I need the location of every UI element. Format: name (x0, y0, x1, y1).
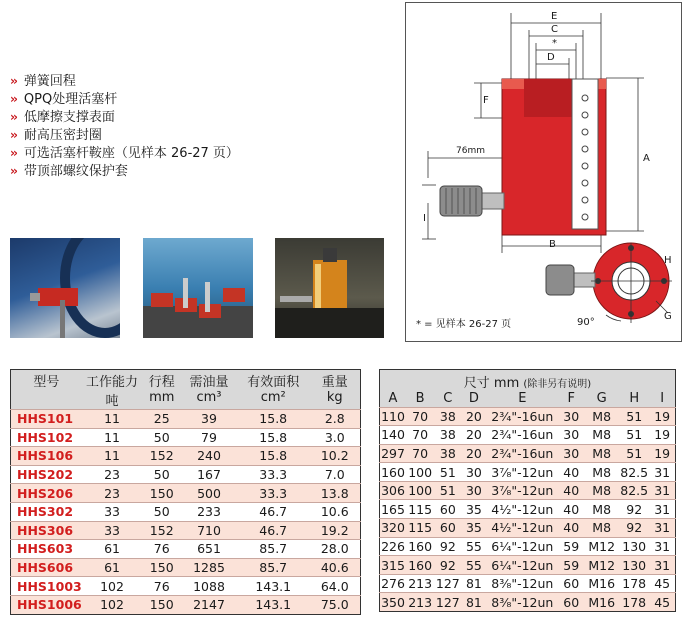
table-cell: 38 (434, 407, 461, 426)
table-cell: 110 (381, 408, 405, 424)
model-cell: HHS302 (11, 502, 82, 521)
table-cell: 51 (434, 481, 461, 500)
table-cell: 60 (558, 574, 584, 593)
dimension-table-body (380, 407, 676, 612)
feature-item: ›› QPQ处理活塞杆 (10, 92, 118, 107)
table-cell: M8 (584, 426, 619, 445)
table-cell: 38 (434, 426, 461, 445)
dim-label-star: * (552, 38, 557, 49)
table-cell: 33 (82, 521, 143, 540)
table-cell: 178 (619, 574, 649, 593)
table-cell: 82.5 (620, 483, 649, 499)
col-header-i: I (649, 391, 675, 407)
table-cell: 92 (434, 556, 461, 575)
table-cell: 102 (82, 577, 143, 596)
table-cell: 40 (558, 481, 584, 500)
table-cell: 51 (434, 463, 461, 482)
table-cell: 19 (649, 426, 675, 445)
spec-table-body (11, 410, 361, 615)
table-row (11, 521, 361, 540)
table-cell: 3⁷⁄₈"-12un (486, 463, 558, 482)
dimension-title: 尺寸 mm (463, 376, 520, 391)
table-cell: 61 (82, 540, 143, 559)
table-cell: 79 (181, 428, 237, 447)
table-cell: 143.1 (237, 595, 310, 614)
table-cell: 85.7 (237, 540, 310, 559)
table-cell: 150 (142, 484, 181, 503)
model-cell: HHS206 (11, 484, 82, 503)
col-header-oil: 需油量 (181, 370, 237, 391)
table-cell: 33 (82, 502, 143, 521)
table-cell: 10.2 (310, 447, 361, 466)
table-cell: 35 (461, 519, 486, 538)
table-cell: 40 (558, 519, 584, 538)
cylinder-on-machine-image (275, 238, 384, 338)
table-cell: 23 (82, 484, 143, 503)
table-cell: 350 (381, 594, 405, 610)
table-row (380, 556, 676, 575)
table-cell: 55 (461, 537, 486, 556)
table-cell: 127 (435, 594, 460, 610)
col-header-weight: 重量 (310, 370, 361, 391)
table-row (380, 481, 676, 500)
table-cell: 165 (381, 501, 405, 517)
col-unit: 吨 (82, 390, 143, 410)
table-cell: 61 (82, 558, 143, 577)
table-cell: 100 (406, 463, 434, 482)
col-unit (11, 390, 82, 410)
table-cell: 70 (406, 407, 434, 426)
col-unit: mm (142, 390, 181, 410)
model-cell: HHS102 (11, 428, 82, 447)
table-cell: 160 (406, 556, 434, 575)
table-cell: 50 (142, 465, 181, 484)
table-cell: M16 (584, 593, 619, 612)
table-cell: 28.0 (310, 540, 361, 559)
feature-item: ›› 可选活塞杆鞍座（见样本 26-27 页） (10, 146, 239, 161)
table-cell: 30 (558, 407, 584, 426)
table-cell: M8 (584, 519, 619, 538)
table-cell: 152 (142, 447, 181, 466)
table-cell: 102 (82, 595, 143, 614)
chevron-icon: ›› (10, 146, 16, 160)
dim-label-b: B (549, 239, 556, 250)
table-cell: 40.6 (310, 558, 361, 577)
table-cell: 59 (558, 556, 584, 575)
table-cell: 59 (558, 537, 584, 556)
table-cell: 11 (82, 410, 143, 429)
table-cell: 15.8 (237, 447, 310, 466)
table-cell: M12 (584, 537, 619, 556)
model-cell: HHS606 (11, 558, 82, 577)
table-cell: M8 (584, 500, 619, 519)
table-cell: 51 (619, 426, 649, 445)
table-row (11, 577, 361, 596)
table-row (11, 558, 361, 577)
table-cell: 19 (649, 444, 675, 463)
feature-item: ›› 耐高压密封圈 (10, 128, 102, 143)
table-cell: 20 (461, 444, 486, 463)
dim-label-d: D (547, 52, 555, 63)
table-row (11, 428, 361, 447)
feature-list (10, 72, 390, 180)
table-cell: 115 (406, 519, 434, 538)
table-cell: 81 (461, 574, 486, 593)
table-cell: 140 (381, 427, 405, 443)
model-cell: HHS1003 (11, 577, 82, 596)
table-cell: 31 (649, 463, 675, 482)
table-row (380, 444, 676, 463)
table-cell: 240 (181, 447, 237, 466)
table-cell: 2.8 (310, 410, 361, 429)
table-cell: M16 (584, 574, 619, 593)
table-cell: 297 (381, 445, 405, 461)
table-cell: 30 (461, 463, 486, 482)
table-cell: 3⁷⁄₈"-12un (486, 481, 558, 500)
model-cell: HHS603 (11, 540, 82, 559)
table-cell: 40 (558, 500, 584, 519)
table-cell: 70 (406, 426, 434, 445)
table-cell: 40 (558, 463, 584, 482)
table-cell: 51 (619, 444, 649, 463)
table-cell: 15.8 (237, 428, 310, 447)
dim-label-e: E (551, 11, 558, 22)
cylinders-row-image (143, 238, 253, 338)
table-cell: 150 (142, 595, 181, 614)
footnote: * = 见样本 26-27 页 (416, 319, 512, 330)
table-row (380, 500, 676, 519)
table-cell: 4¹⁄₂"-12un (486, 519, 558, 538)
dim-label-h: H (664, 255, 672, 266)
table-cell: 276 (381, 576, 405, 592)
table-cell: 31 (649, 537, 675, 556)
table-cell: 82.5 (620, 464, 649, 480)
table-cell: 55 (461, 556, 486, 575)
table-cell: 19 (649, 407, 675, 426)
table-cell: 64.0 (310, 577, 361, 596)
table-cell: 13.8 (310, 484, 361, 503)
col-header-capacity: 工作能力 (82, 370, 143, 391)
spec-table (10, 369, 361, 615)
table-cell: 3.0 (310, 428, 361, 447)
chevron-icon: ›› (10, 74, 16, 88)
cylinder-on-pipe-image (10, 238, 120, 338)
table-cell: 30 (558, 426, 584, 445)
table-cell: 130 (619, 537, 649, 556)
table-cell: 2³⁄₄"-16un (486, 407, 558, 426)
table-cell: 710 (181, 521, 237, 540)
col-header-b: B (406, 391, 434, 407)
table-cell: 31 (649, 481, 675, 500)
table-cell: 33.3 (237, 484, 310, 503)
table-cell: 46.7 (237, 502, 310, 521)
dim-76mm: 76mm (456, 146, 485, 156)
table-cell: M12 (584, 556, 619, 575)
dim-label-g: G (664, 311, 672, 322)
table-cell: 75.0 (310, 595, 361, 614)
table-cell: 38 (434, 444, 461, 463)
table-cell: 11 (82, 447, 143, 466)
table-cell: 100 (406, 481, 434, 500)
table-row (380, 537, 676, 556)
col-header-area: 有效面积 (237, 370, 310, 391)
col-unit: cm³ (181, 390, 237, 410)
table-cell: 76 (142, 577, 181, 596)
table-cell: 45 (649, 593, 675, 612)
table-row (380, 463, 676, 482)
table-cell: 500 (181, 484, 237, 503)
table-cell: 60 (434, 500, 461, 519)
chevron-icon: ›› (10, 128, 16, 142)
table-cell: 2³⁄₄"-16un (486, 444, 558, 463)
col-header-c: C (434, 391, 461, 407)
table-cell: 226 (381, 538, 405, 554)
table-cell: 10.6 (310, 502, 361, 521)
table-cell: 152 (142, 521, 181, 540)
feature-item: ›› 弹簧回程 (10, 74, 76, 89)
table-cell: 306 (381, 483, 405, 499)
table-cell: 7.0 (310, 465, 361, 484)
table-cell: 1285 (181, 558, 237, 577)
table-cell: 315 (381, 557, 405, 573)
table-cell: 4¹⁄₂"-12un (486, 500, 558, 519)
table-cell: 130 (619, 556, 649, 575)
table-cell: 50 (142, 502, 181, 521)
table-cell: 20 (461, 407, 486, 426)
table-cell: 11 (82, 428, 143, 447)
table-row (11, 410, 361, 429)
table-cell: 651 (181, 540, 237, 559)
table-cell: 160 (381, 464, 405, 480)
table-cell: 8³⁄₈"-12un (486, 574, 558, 593)
table-cell: 35 (461, 500, 486, 519)
table-cell: 2³⁄₄"-16un (486, 426, 558, 445)
table-cell: 6¹⁄₄"-12un (486, 556, 558, 575)
col-header-g: G (584, 391, 619, 407)
col-header-stroke: 行程 (142, 370, 181, 391)
chevron-icon: ›› (10, 110, 16, 124)
table-cell: M8 (584, 407, 619, 426)
table-row (380, 593, 676, 612)
table-cell: M8 (584, 481, 619, 500)
table-cell: 143.1 (237, 577, 310, 596)
table-cell: 31 (649, 500, 675, 519)
model-cell: HHS202 (11, 465, 82, 484)
table-cell: 178 (619, 593, 649, 612)
table-cell: 213 (406, 593, 434, 612)
table-cell: 92 (619, 500, 649, 519)
dimension-table (379, 369, 676, 612)
col-header-e: E (486, 391, 558, 407)
table-cell: 20 (461, 426, 486, 445)
table-cell: 60 (558, 593, 584, 612)
cylinder-drawing (406, 3, 681, 341)
table-cell: 15.8 (237, 410, 310, 429)
model-cell: HHS1006 (11, 595, 82, 614)
table-cell: 25 (142, 410, 181, 429)
table-row (11, 540, 361, 559)
chevron-icon: ›› (10, 92, 16, 106)
table-cell: 23 (82, 465, 143, 484)
table-cell: 45 (649, 574, 675, 593)
dim-label-a: A (643, 153, 650, 164)
table-row (380, 426, 676, 445)
table-cell: 19.2 (310, 521, 361, 540)
model-cell: HHS106 (11, 447, 82, 466)
table-row (11, 502, 361, 521)
table-cell: 70 (406, 444, 434, 463)
product-photo-1 (10, 238, 120, 338)
table-cell: 92 (434, 537, 461, 556)
table-cell: 160 (406, 537, 434, 556)
table-cell: 8³⁄₈"-12un (486, 593, 558, 612)
table-cell: 31 (649, 519, 675, 538)
table-cell: 92 (619, 519, 649, 538)
product-photo-3 (275, 238, 384, 338)
col-unit: kg (310, 390, 361, 410)
feature-item: ›› 带顶部螺纹保护套 (10, 164, 128, 179)
product-photo-2 (143, 238, 253, 338)
col-header-model: 型号 (11, 370, 82, 391)
table-row (380, 519, 676, 538)
table-cell: 46.7 (237, 521, 310, 540)
dim-label-i: I (423, 213, 426, 224)
dimension-title-cell (380, 370, 676, 392)
chevron-icon: ›› (10, 164, 16, 178)
table-cell: 1088 (181, 577, 237, 596)
table-cell: 320 (381, 520, 405, 536)
dim-label-c: C (551, 24, 558, 35)
technical-drawing (405, 2, 682, 342)
table-cell: 213 (406, 574, 434, 593)
col-header-h: H (619, 391, 649, 407)
angle-label: 90° (577, 317, 595, 328)
table-cell: M8 (584, 444, 619, 463)
table-cell: 85.7 (237, 558, 310, 577)
table-row (11, 484, 361, 503)
table-cell: 30 (558, 444, 584, 463)
table-cell: 50 (142, 428, 181, 447)
table-cell: 150 (142, 558, 181, 577)
table-cell: 127 (435, 576, 460, 592)
col-header-d: D (461, 391, 486, 407)
table-cell: M8 (584, 463, 619, 482)
table-cell: 51 (619, 407, 649, 426)
col-header-a: A (380, 391, 406, 407)
table-row (380, 407, 676, 426)
table-cell: 31 (649, 556, 675, 575)
col-unit: cm² (237, 390, 310, 410)
table-row (380, 574, 676, 593)
model-cell: HHS306 (11, 521, 82, 540)
model-cell: HHS101 (11, 410, 82, 429)
table-cell: 76 (142, 540, 181, 559)
table-row (11, 595, 361, 614)
col-header-f: F (558, 391, 584, 407)
dim-label-f: F (483, 95, 489, 106)
table-cell: 33.3 (237, 465, 310, 484)
table-cell: 2147 (181, 595, 237, 614)
dimension-title-note: (除非另有说明) (523, 379, 592, 390)
table-cell: 115 (406, 500, 434, 519)
table-cell: 60 (434, 519, 461, 538)
table-cell: 39 (181, 410, 237, 429)
table-cell: 30 (461, 481, 486, 500)
table-cell: 6¹⁄₄"-12un (486, 537, 558, 556)
feature-item: ›› 低摩擦支撑表面 (10, 110, 115, 125)
table-cell: 167 (181, 465, 237, 484)
table-row (11, 465, 361, 484)
table-cell: 233 (181, 502, 237, 521)
table-row (11, 447, 361, 466)
table-cell: 81 (461, 593, 486, 612)
